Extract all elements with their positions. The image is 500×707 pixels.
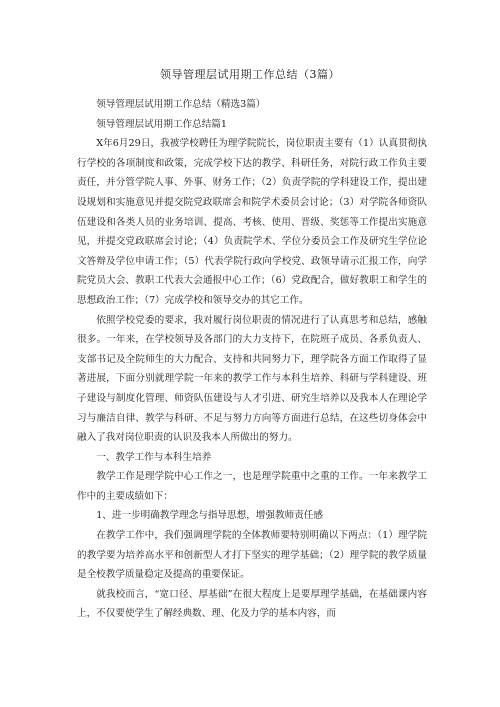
paragraph-teaching-intro: 教学工作是理学院中心工作之一，也是理学院重中之重的工作。一年来教学工作中的主要成绩如下： (77, 471, 427, 502)
heading-teaching-philosophy: 1、进一步明确教学理念与指导思想，增强教师责任感 (96, 510, 323, 522)
paragraph-duties: X年6月29日，我被学校聘任为理学院院长，岗位职责主要有（1）认真贯彻执行学校的各项制度和政策，完成学校下达的教学、科研任务，对院行政工作负主要责任，并分管学院人事、外事、财务工作；（2）负责学院的学科建设工作，提出建设规划和实施意见并提交院党政联席会和院学术委员会讨论；（3）对学院各师资队伍建设和各类人员的业务培训、提高、考核、使用、晋级、奖惩等工作提出实施意见，并提交党政联席会讨论；（4）负责院学术、学位分委员会工作及研究生学位论文答辩及学位申请工作；（5）代表学院行政向学校党、政领导请示汇报工作，向学院党员大会、教职工代表大会通报中心工作；（6）党政配合，做好教职工和学生的思想政治工作；（7）完成学校和领导交办的其它工作。 (77, 138, 427, 306)
document-title: 领导管理层试用期工作总结（3篇） (160, 68, 340, 81)
document-body (77, 95, 427, 624)
paragraph-foundation: 就我校而言，“宽口径、厚基础”在很大程度上是要厚理学基础，在基础课内容上，不仅要使学生了解经典数、理、化及力学的基本内容，而 (77, 588, 427, 620)
document-subtitle: 领导管理层试用期工作总结（精选3篇） (96, 99, 266, 110)
section-heading: 领导管理层试用期工作总结篇1 (96, 118, 228, 130)
heading-teaching: 一、教学工作与本科生培养 (96, 451, 212, 463)
paragraph-teaching-points: 在教学工作中，我们强调理学院的全体教师要特别明确以下两点：（1）理学院的教学要为培养高水平和创新型人才打下坚实的理学基础；（2）理学院的教学质量是全校教学质量稳定及提高的重要保证。 (77, 530, 427, 581)
paragraph-summary-intro: 依照学校党委的要求，我对履行岗位职责的情况进行了认真思考和总结，感触很多。一年来，在学校领导及各部门的大力支持下，在院班子成员、各系负责人、支部书记及全院师生的大力配合、支持和共同努力下，理学院各方面工作取得了显著进展，下面分别就理学院一年来的教学工作与本科生培养、科研与学科建设、班子建设与制度化管理、师资队伍建设与人才引进、研究生培养以及我本人在理论学习与廉洁自律、教学与科研、不足与努力方向等方面进行总结，在这些切身体会中融入了我对岗位职责的认识及我本人所做出的努力。 (77, 314, 427, 444)
